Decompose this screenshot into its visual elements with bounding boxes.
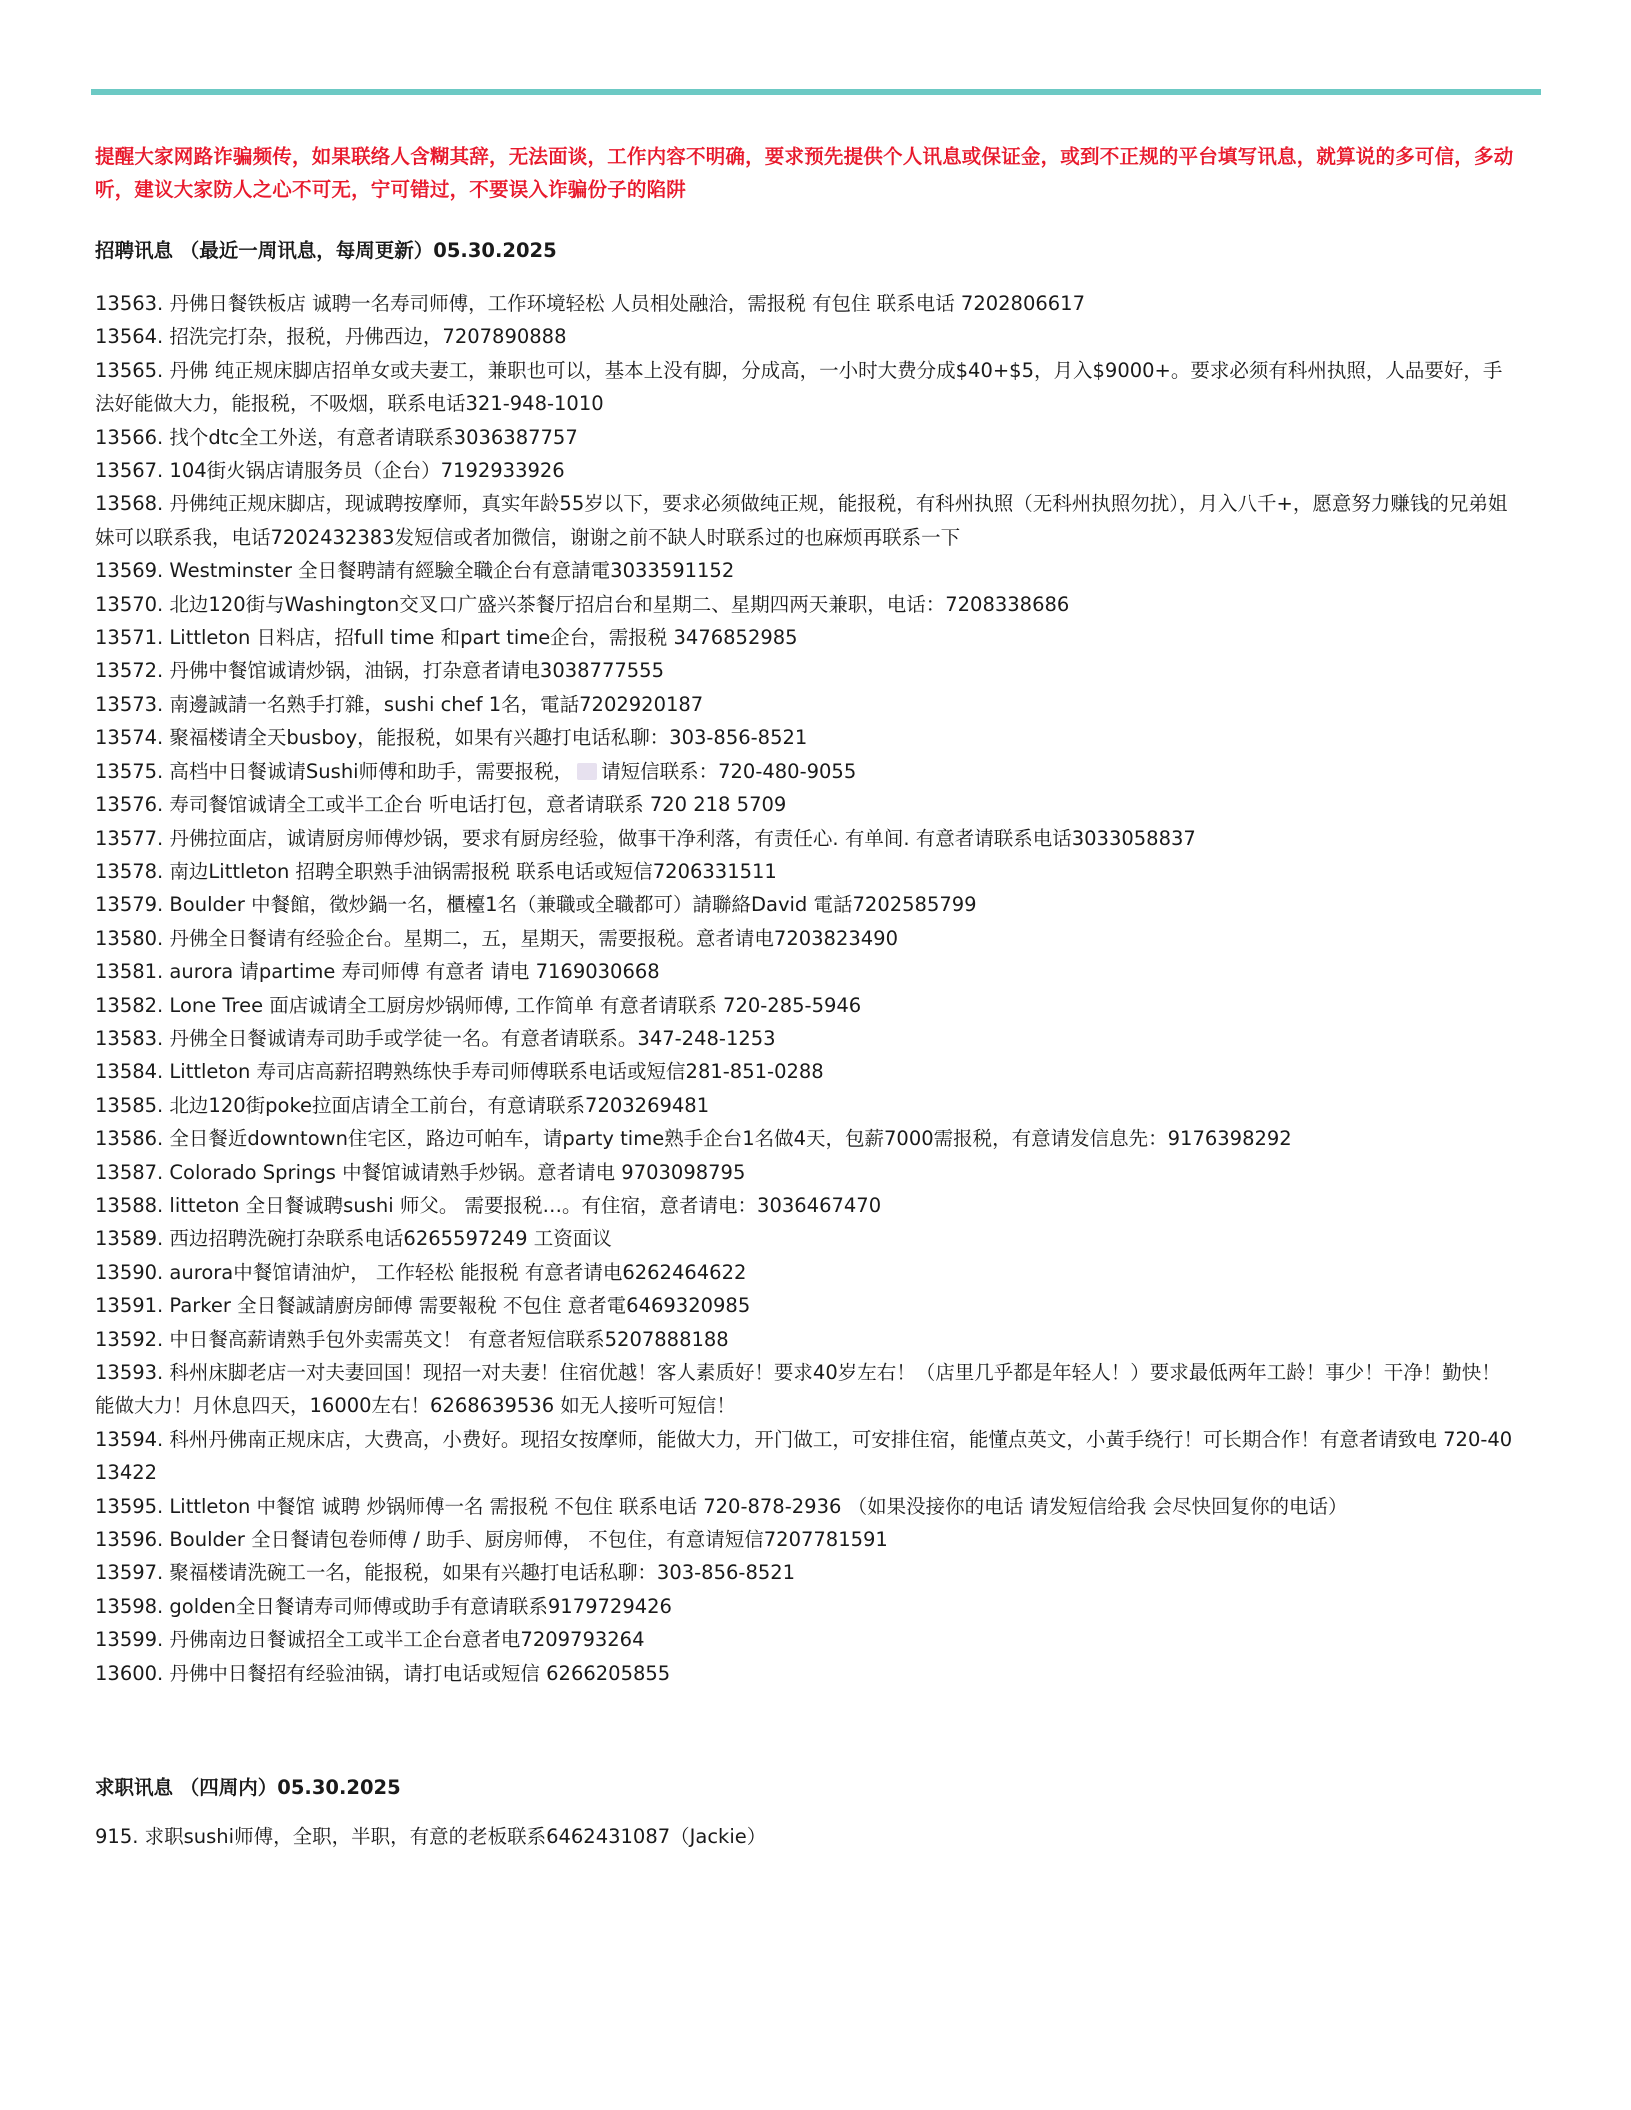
- list-item: 13598. golden全日餐请寿司师傅或助手有意请联系9179729426: [95, 1594, 672, 1618]
- list-item: 13573. 南邊誠請一名熟手打雜，sushi chef 1名，電話7202920187: [95, 692, 704, 716]
- list-item: 915. 求职sushi师傅，全职，半职，有意的老板联系6462431087（Jackie）: [95, 1825, 767, 1849]
- list-item: 13587. Colorado Springs 中餐馆诚请熟手炒锅。意者请电 9703098795: [95, 1160, 746, 1184]
- list-item: 13577. 丹佛拉面店，诚请厨房师傅炒锅，要求有厨房经验，做事干净利落，有责任心. 有单间. 有意者请联系电话3033058837: [95, 826, 1196, 850]
- list-item: 13578. 南边Littleton 招聘全职熟手油锅需报税 联系电话或短信7206331511: [95, 859, 777, 883]
- content: [95, 140, 1515, 1853]
- list-item: 13596. Boulder 全日餐请包卷师傅 / 助手、厨房师傅， 不包住，有意请短信7207781591: [95, 1528, 888, 1552]
- list-item: 13570. 北边120街与Washington交叉口广盛兴茶餐厅招启台和星期二、星期四两天兼职，电话：7208338686: [95, 592, 1070, 616]
- list-item: 13595. Littleton 中餐馆 诚聘 炒锅师傅一名 需报税 不包住 联系电话 720-878-2936 （如果没接你的电话 请发短信给我 会尽快回复你的电话）: [95, 1494, 1348, 1518]
- list-item: 13584. Littleton 寿司店高薪招聘熟练快手寿司师傅联系电话或短信281-851-0288: [95, 1060, 824, 1084]
- list-item: 13566. 找个dtc全工外送，有意者请联系3036387757: [95, 425, 578, 449]
- list-item: 13586. 全日餐近downtown住宅区，路边可帕车，请party time熟手企台1名做4天，包薪7000需报税，有意请发信息先：9176398292: [95, 1127, 1292, 1151]
- list-item: 13567. 104街火锅店请服务员（企台）7192933926: [95, 459, 565, 483]
- list-item: 13583. 丹佛全日餐诚请寿司助手或学徒一名。有意者请联系。347-248-1253: [95, 1026, 776, 1050]
- list-item: 13592. 中日餐高薪请熟手包外卖需英文！ 有意者短信联系5207888188: [95, 1327, 729, 1351]
- list-item: 13585. 北边120街poke拉面店请全工前台，有意请联系7203269481: [95, 1093, 710, 1117]
- list-item: 13581. aurora 请partime 寿司师傅 有意者 请电 7169030668: [95, 960, 660, 984]
- list-item: 13576. 寿司餐馆诚请全工或半工企台 听电话打包，意者请联系 720 218 5709: [95, 793, 787, 817]
- list-item: 13563. 丹佛日餐铁板店 诚聘一名寿司师傅，工作环境轻松 人员相处融洽，需报税 有包住 联系电话 7202806617: [95, 292, 1085, 315]
- list-item: 13591. Parker 全日餐誠請廚房師傅 需要報稅 不包住 意者電6469320985: [95, 1294, 751, 1318]
- list-item: 13590. aurora中餐馆请油炉， 工作轻松 能报税 有意者请电6262464622: [95, 1260, 747, 1284]
- list-item: 13574. 聚福楼请全天busboy，能报税，如果有兴趣打电话私聊：303-856-8521: [95, 726, 808, 750]
- fraud-warning: 提醒大家网路诈骗频传，如果联络人含糊其辞，无法面谈，工作内容不明确，要求预先提供个人讯息或保证金，或到不正规的平台填写讯息，就算说的多可信，多动听，建议大家防人之心不可无，宁可错过，不要误入诈骗份子的陷阱: [95, 145, 1514, 201]
- list-item: 13568. 丹佛纯正规床脚店，现诚聘按摩师，真实年龄55岁以下，要求必须做纯正规，能报税，有科州执照（无科州执照勿扰），月入八千+，愿意努力赚钱的兄弟姐妹可以联系我，电话7202432383发短信或者加微信，谢谢之前不缺人时联系过的也麻烦再联系一下: [95, 492, 1508, 549]
- jobs-heading: 招聘讯息 （最近一周讯息，每周更新）05.30.2025: [95, 239, 557, 262]
- list-item: 13597. 聚福楼请洗碗工一名，能报税，如果有兴趣打电话私聊：303-856-8521: [95, 1561, 796, 1585]
- top-divider: [91, 89, 1541, 95]
- list-item: 13580. 丹佛全日餐请有经验企台。星期二，五，星期天，需要报税。意者请电7203823490: [95, 926, 898, 950]
- seek-heading: 求职讯息 （四周内）05.30.2025: [95, 1776, 401, 1800]
- list-item: 13593. 科州床脚老店一对夫妻回国！现招一对夫妻！住宿优越！客人素质好！要求40岁左右！（店里几乎都是年轻人！）要求最低两年工龄！事少！干净！勤快！能做大力！月休息四天，16000左右！6268639536 如无人接听可短信！: [95, 1361, 1501, 1418]
- jobs-list: [95, 287, 1515, 1690]
- list-item-text: 13575. 高档中日餐诚请Sushi师傅和助手，需要报税，: [95, 759, 574, 783]
- image-thumbnail: [577, 763, 597, 780]
- list-item: 13569. Westminster 全日餐聘請有經驗全職企台有意請電3033591152: [95, 559, 735, 583]
- list-item: 13572. 丹佛中餐馆诚请炒锅，油锅，打杂意者请电3038777555: [95, 659, 664, 683]
- list-item: 13564. 招洗完打杂，报税，丹佛西边，7207890888: [95, 325, 567, 349]
- list-item: 13589. 西边招聘洗碗打杂联系电话6265597249 工资面议: [95, 1227, 612, 1251]
- list-item: 13582. Lone Tree 面店诚请全工厨房炒锅师傅, 工作简单 有意者请联系 720-285-5946: [95, 993, 862, 1017]
- list-item: 13571. Littleton 日料店，招full time 和part time企台，需报税 3476852985: [95, 626, 798, 650]
- list-item: 13588. litteton 全日餐诚聘sushi 师父。 需要报税…。有住宿，意者请电：3036467470: [95, 1193, 882, 1217]
- list-item: 13579. Boulder 中餐館，徵炒鍋一名，櫃檯1名（兼職或全職都可）請聯絡David 電話7202585799: [95, 893, 977, 917]
- seek-list: [95, 1820, 1515, 1853]
- list-item-text: 请短信联系：720-480-9055: [601, 759, 857, 783]
- list-item: 13600. 丹佛中日餐招有经验油锅，请打电话或短信 6266205855: [95, 1661, 671, 1685]
- list-item: 13565. 丹佛 纯正规床脚店招单女或夫妻工，兼职也可以，基本上没有脚，分成高，一小时大费分成$40+$5，月入$9000+。要求必须有科州执照，人品要好，手法好能做大力，能报税，不吸烟，联系电话321-948-1010: [95, 358, 1503, 416]
- list-item: 13599. 丹佛南边日餐诚招全工或半工企台意者电7209793264: [95, 1628, 645, 1652]
- list-item: 13594. 科州丹佛南正规床店，大费高，小费好。现招女按摩师，能做大力，开门做工，可安排住宿，能懂点英文，小黃手绕行！可长期合作！有意者请致电 720-4013422: [95, 1427, 1513, 1485]
- list-item: [95, 755, 1515, 788]
